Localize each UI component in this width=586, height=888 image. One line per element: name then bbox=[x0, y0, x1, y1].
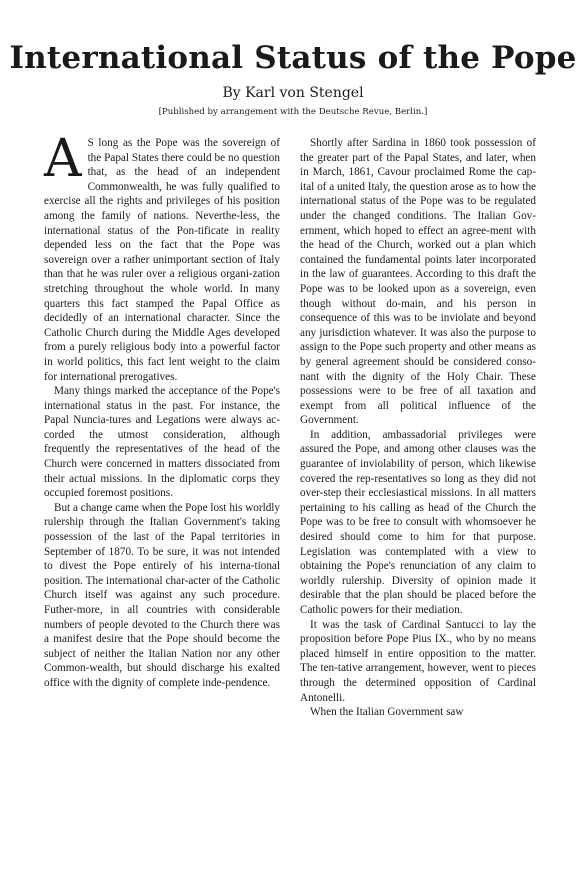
paragraph-text: S long as the Pope was the sovereign of the Papal States there could be no question that, as the head of an independent Commonwealth, he was fully qualified to exercise all the rights and privileges of his position among the family of nations. Neverthe-less, the international status of the Pon-tificate in reality depended less on the fact that the Pope was sovereign over a rather unimportant section of Italy than that he was ruler over a religious organi-zation stretching throughout the whole world. In many quarters this fact stamped the Papal Office as decidedly of an international character. Since the Catholic Church during the Middle Ages developed from a purely religious body into a powerful factor in world politics, this fact lent weight to the claim for international prerogatives. bbox=[44, 137, 280, 383]
publication-credit: [Published by arrangement with the Deutsche Revue, Berlin.] bbox=[158, 107, 428, 117]
article-title: International Status of the Pope bbox=[9, 40, 577, 76]
drop-cap: A bbox=[44, 129, 82, 189]
paragraph: In addition, ambassadorial privileges were assured the Pope, and among other clauses was the guarantee of inviolability of person, which likewise covered the rep-resentatives so long as they did not over-step their ecclesiastical missions. In all matters pertaining to his calling as head of the Church the Pope was to be free to consult with whomsoever he desired should come to him for that purpose. Legislation was contemplated with a view to obtaining the Pope's renunciation of any claim to worldly rulership. Diversity of opinion made it desirable that the plan should be placed before the Catholic powers for their mediation. bbox=[300, 428, 536, 616]
article-byline: By Karl von Stengel bbox=[222, 85, 364, 101]
right-column bbox=[300, 136, 536, 720]
paragraph: Many things marked the acceptance of the Pope's international status in the past. For instance, the Papal Nuncia-tures and Legations were always ac-corded the utmost consideration, although frequently the representatives of the head of the Church were concerned in matters dissociated from their actual missions. In the diplomatic corps they occupied foremost positions. bbox=[44, 385, 280, 500]
paragraph: It was the task of Cardinal Santucci to lay the proposition before Pope Pius IX., who by no means placed himself in entire opposition to the matter. The ten-tative arrangement, however, went to pieces through the determined opposition of Cardinal Antonelli. bbox=[300, 618, 536, 704]
paragraph: But a change came when the Pope lost his worldly rulership through the Italian Government's taking possession of the last of the Papal territories in September of 1870. To be sure, it was not intended to divest the Pope entirely of his interna-tional position. The international char-acter of the Catholic Church itself was against any such procedure. Futher-more, in all countries with considerable numbers of people devoted to the Church there was a manifest desire that the Pope should become the subject of neither the Italian Nation nor any other Common-wealth, but should discharge his exalted office with the dignity of complete inde-pendence. bbox=[44, 501, 280, 689]
paragraph: When the Italian Government saw bbox=[310, 706, 464, 719]
paragraph bbox=[44, 129, 280, 384]
paragraph: Shortly after Sardina in 1860 took possession of the greater part of the Papal States, and later, when in March, 1861, Cavour proclaimed Rome the cap-ital of a united Italy, the question arose as to how the international status of the Pope was to be regulated under the changed conditions. The Italian Gov-ernment, which hoped to effect an agree-ment with the head of the Church, worked out a plan which contained the fundamental points later incorporated in the law of guarantees. According to this draft the Pope was to be looked upon as a sovereign, even though without do-main, and his person in consequence of this was to be inviolate and beyond any jurisdiction whatever. It was also the purpose to assign to the Pope such property and other means as by general agreement should be considered conso-nant with the dignity of the Holy Chair. These possessions were to be free of all taxation and exempt from all political influence of the Government. bbox=[300, 137, 537, 427]
left-column bbox=[44, 129, 280, 691]
